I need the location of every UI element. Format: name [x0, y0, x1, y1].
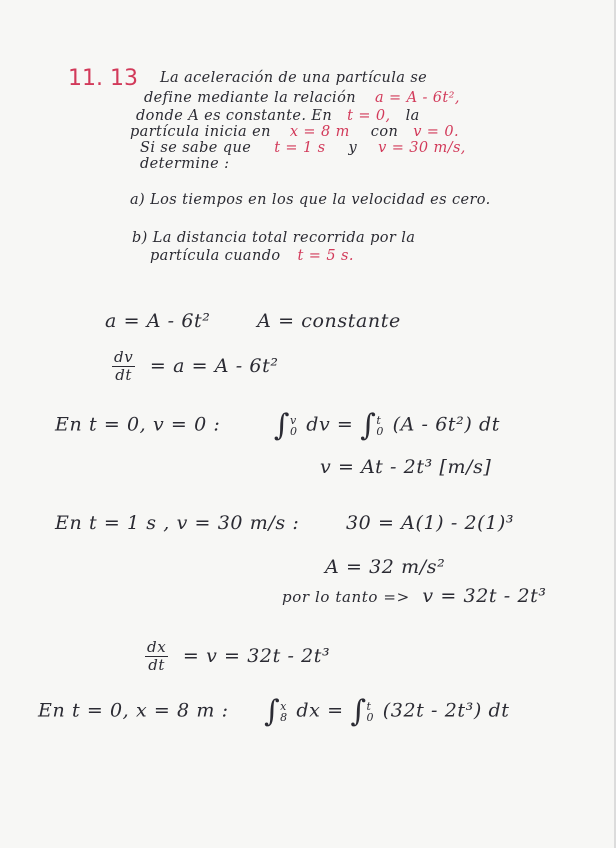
statement-initial-velocity: v = 0. [413, 124, 459, 140]
acceleration-equation: a = A - 6t² [105, 310, 211, 332]
solution-line-condition-2 [55, 512, 514, 534]
fraction-numerator: dv [114, 348, 134, 366]
integral-dx: dx = [296, 699, 344, 722]
condition-label: En t = 0, x = 8 m : [38, 699, 229, 722]
conclusion-prefix: por lo tanto => [282, 588, 410, 606]
statement-text: partícula inicia en [130, 124, 271, 140]
part-a: a) Los tiempos en los que la velocidad es cero. [130, 192, 491, 208]
integral-integrand: (32t - 2t³) dt [382, 699, 510, 722]
integral-dv: dv = [306, 413, 354, 436]
part-b-time: t = 5 s. [297, 248, 354, 264]
statement-text: la [405, 108, 420, 124]
fraction-numerator: dx [147, 638, 167, 656]
velocity-result: v = At - 2t³ [m/s] [320, 456, 492, 478]
statement-text: y [348, 140, 358, 156]
statement-text: define mediante la relación [144, 90, 356, 106]
statement-text: donde A es constante. En [136, 108, 333, 124]
solution-line-dxdt [145, 640, 330, 673]
statement-line-1: La aceleración de una partícula se [160, 70, 428, 86]
dxdt-equation: = v = 32t - 2t³ [182, 644, 331, 667]
solution-line-acceleration [105, 310, 401, 332]
constant-result: A = 32 m/s² [325, 556, 446, 578]
problem-number: 11. 13 [68, 66, 138, 91]
part-b-line-1: b) La distancia total recorrida por la [132, 230, 416, 246]
integral-sign-icon: ∫ [350, 694, 367, 729]
constant-note: A = constante [257, 310, 401, 332]
dv-dt-fraction [112, 350, 135, 383]
part-b-text: partícula cuando [150, 248, 281, 264]
statement-velocity-condition: v = 30 m/s, [378, 140, 466, 156]
integral-sign-icon: ∫ [273, 408, 290, 443]
statement-text: Si se sabe que [140, 140, 252, 156]
fraction-denominator: dt [148, 656, 166, 674]
integral-sign-icon: ∫ [360, 408, 377, 443]
condition-equation: 30 = A(1) - 2(1)³ [345, 512, 515, 534]
integral-limits: x 8 [280, 699, 288, 724]
statement-time-condition: t = 1 s [274, 140, 326, 156]
integral-integrand: (A - 6t²) dt [392, 413, 501, 436]
statement-line-2 [144, 90, 460, 106]
statement-acceleration-formula: a = A - 6t², [374, 90, 460, 106]
statement-initial-position: x = 8 m [289, 124, 350, 140]
integral-limits: t 0 [376, 413, 384, 438]
solution-line-integral-v [55, 408, 500, 443]
condition-label: En t = 1 s , v = 30 m/s : [55, 512, 300, 534]
dvdt-equation: = a = A - 6t² [149, 354, 279, 377]
statement-initial-time: t = 0, [347, 108, 391, 124]
statement-line-6: determine : [140, 156, 230, 172]
dx-dt-fraction [145, 640, 168, 673]
part-b-line-2 [150, 248, 354, 264]
statement-line-4 [130, 124, 459, 140]
velocity-function: v = 32t - 2t³ [422, 585, 547, 607]
fraction-denominator: dt [115, 366, 133, 384]
integral-sign-icon: ∫ [263, 694, 281, 729]
condition-label: En t = 0, v = 0 : [55, 413, 221, 436]
integral-limits: t 0 [366, 699, 375, 724]
solution-line-conclusion [282, 585, 547, 607]
solution-line-dvdt [112, 350, 279, 383]
statement-line-3 [136, 108, 420, 124]
solution-line-integral-x [38, 694, 510, 729]
integral-limits: v 0 [289, 413, 298, 438]
statement-line-5 [140, 140, 466, 156]
statement-text: con [370, 124, 399, 140]
